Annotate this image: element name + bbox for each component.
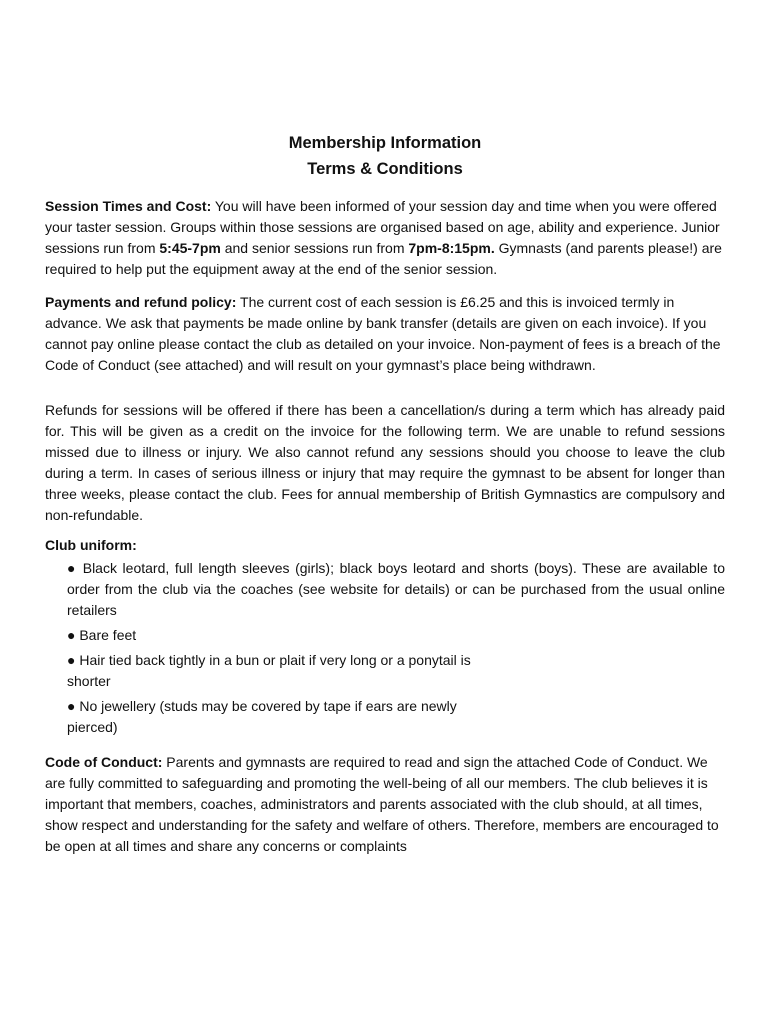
payments-label: Payments and refund policy: (45, 294, 237, 310)
refunds-paragraph: Refunds for sessions will be offered if there has been a cancellation/s during a term which has already paid for. This will be given as a credit on the invoice for the following term. We are unable to refund sessions missed due to illness or injury. We also cannot refund any sessions should you choose to leave the club during a term. In cases of serious illness or injury that may require the gymnast to be absent for longer than three weeks, please contact the club. Fees for annual membership of British Gymnastics are compulsory and non-refundable. (45, 402, 725, 523)
conduct-label: Code of Conduct: (45, 754, 163, 770)
page-title: Membership Information (288, 134, 482, 152)
session-text-3: Gymnasts (and parents please!) are required to help put the equipment away at the end of the senior session. (45, 240, 722, 277)
session-paragraph (45, 196, 725, 280)
session-label: Session Times and Cost: (45, 198, 212, 214)
payments-paragraph (45, 292, 725, 376)
title-block (0, 130, 770, 182)
uniform-label: Club uniform: (45, 537, 137, 553)
list-item: ● Hair tied back tightly in a bun or plait if very long or a ponytail is shorter (67, 652, 471, 689)
uniform-list (67, 558, 725, 738)
payments-text: The current cost of each session is £6.25 and this is invoiced termly in advance. We ask that payments be made online by bank transfer (details are given on each invoice). If you cannot pay online please contact the club as detailed on your invoice. Non-payment of fees is a breach of the Code of Conduct (see attached) and will result on your gymnast’s place being withdrawn. (45, 294, 721, 373)
senior-time: 7pm-8:15pm. (408, 240, 495, 256)
list-item: ● Black leotard, full length sleeves (girls); black boys leotard and shorts (boys). These are available to order from the club via the coaches (see website for details) or can be purchased from the usual online retailers (67, 560, 725, 618)
page-subtitle: Terms & Conditions (307, 160, 463, 178)
document-body (45, 196, 725, 857)
list-item: ● Bare feet (67, 627, 137, 643)
session-text-1: You will have been informed of your session day and time when you were offered your taster session. Groups within those sessions are organised based on age, ability and experience. Junior sessions run from (45, 198, 720, 256)
conduct-paragraph (45, 752, 725, 857)
junior-time: 5:45-7pm (159, 240, 221, 256)
list-item: ● No jewellery (studs may be covered by tape if ears are newly pierced) (67, 698, 457, 735)
conduct-text: Parents and gymnasts are required to read and sign the attached Code of Conduct. We are fully committed to safeguarding and promoting the well-being of all our members. The club believes it is important that members, coaches, administrators and parents associated with the club should, at all times, show respect and understanding for the safety and welfare of others. Therefore, members are encouraged to be open at all times and share any concerns or complaints (45, 754, 719, 854)
session-text-2: and senior sessions run from (220, 240, 409, 256)
